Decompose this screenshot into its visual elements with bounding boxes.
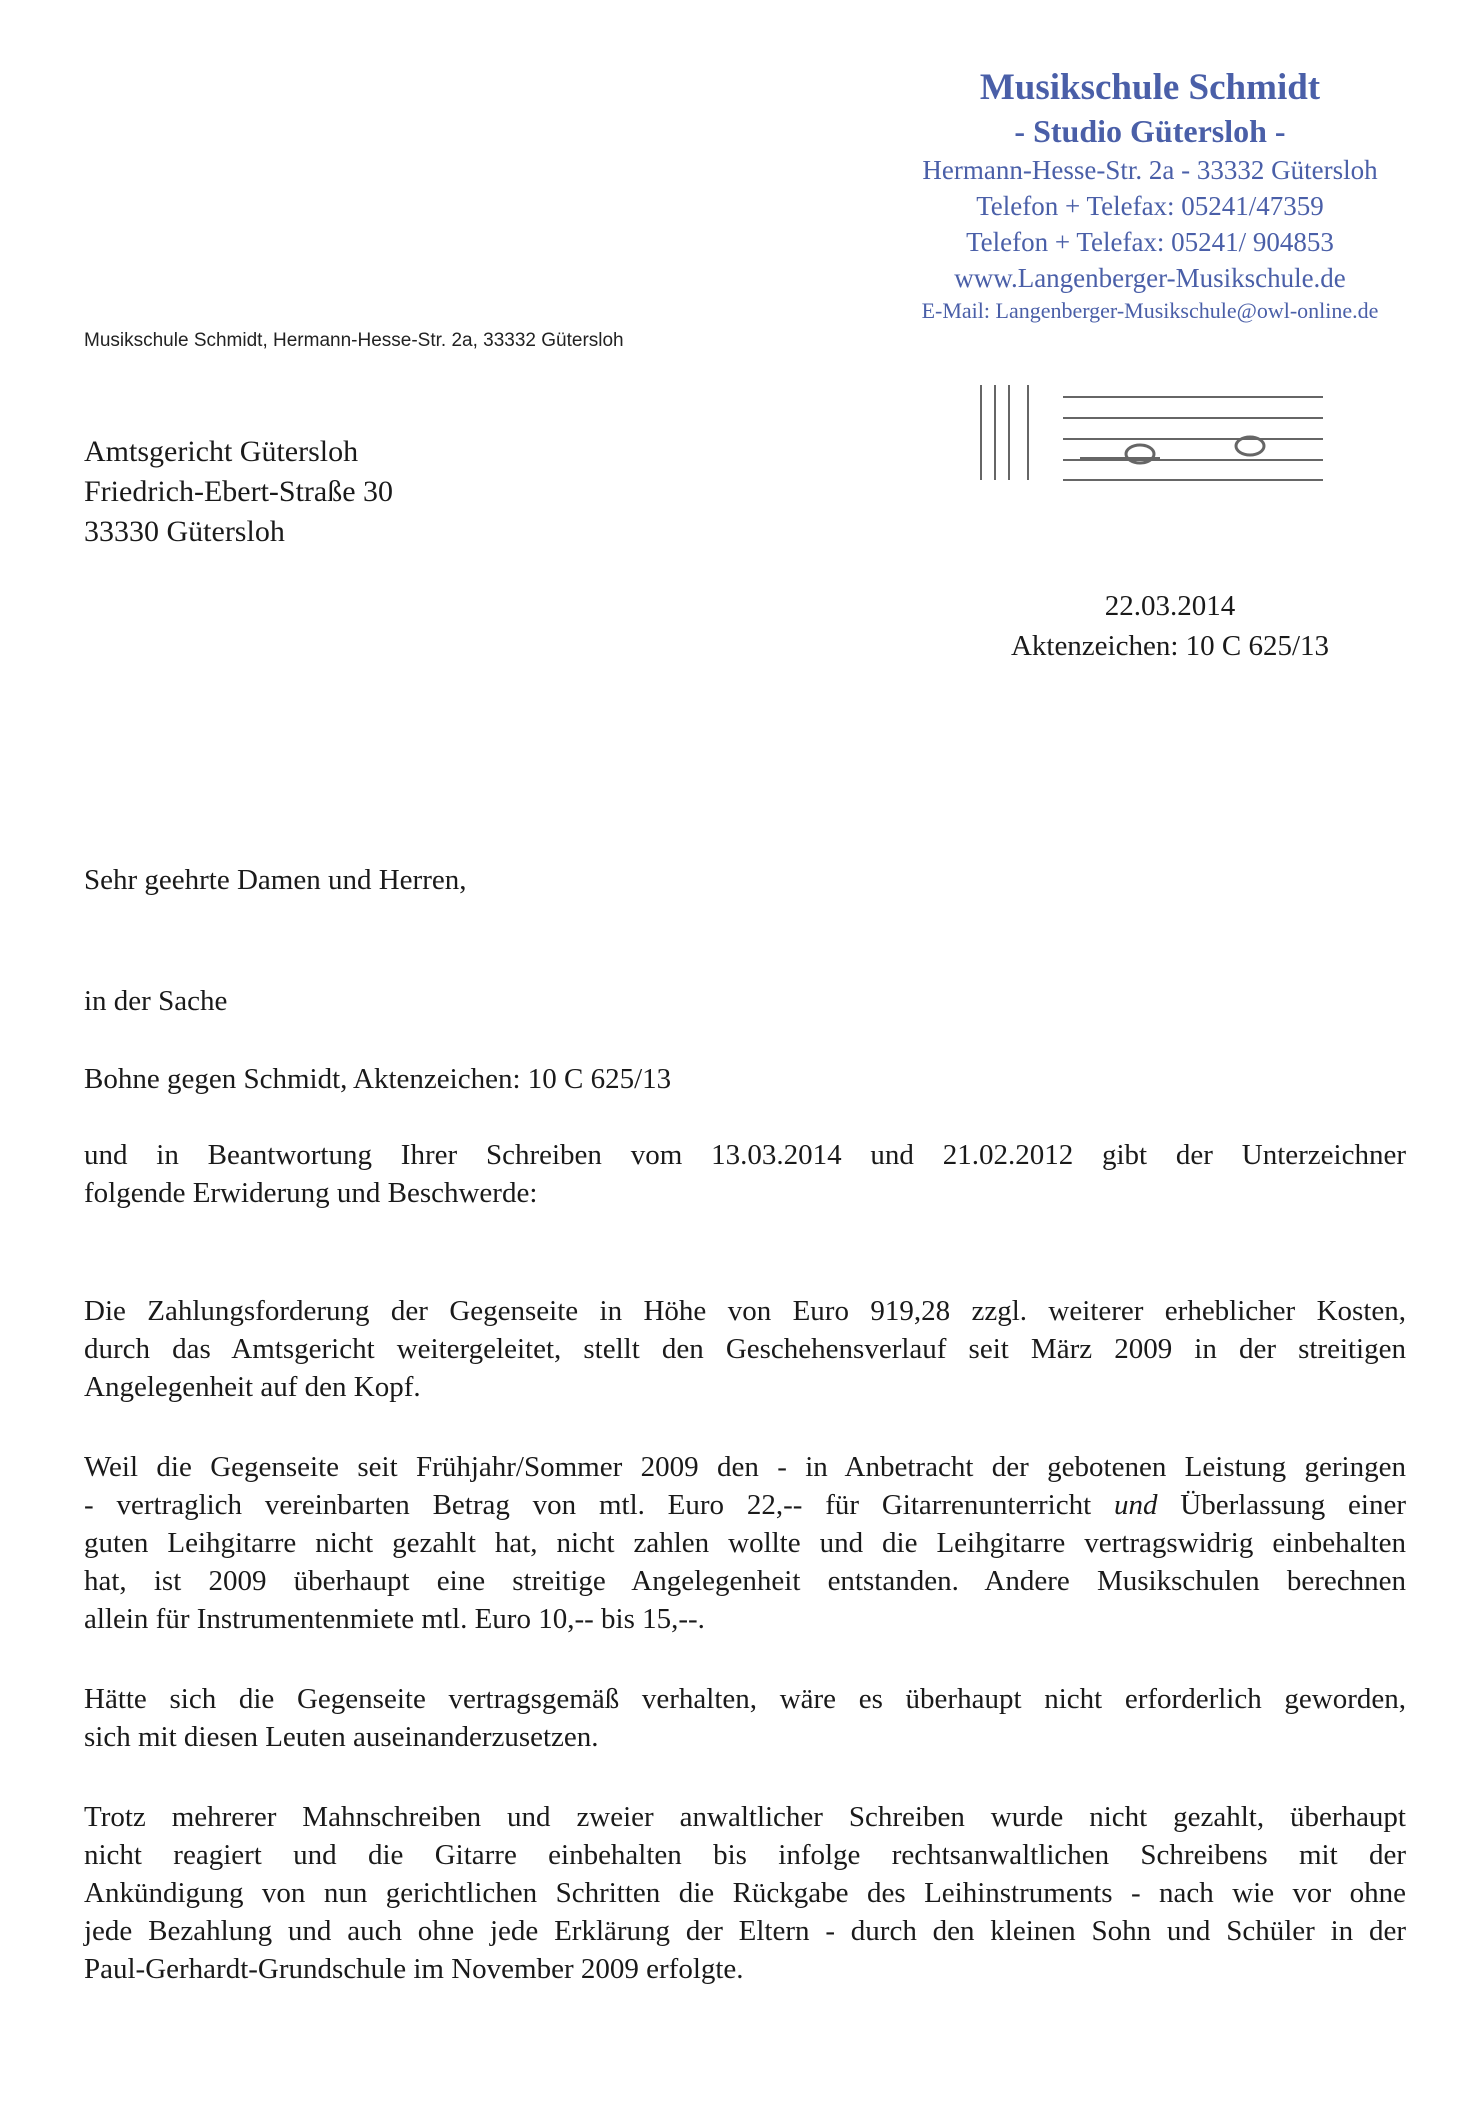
date-block (960, 586, 1380, 666)
paragraph-7-line-3: Ankündigung von nun gerichtlichen Schritten die Rückgabe des Leihinstruments - nach wie vor ohne (84, 1877, 1406, 1909)
paragraph-5 (84, 1448, 1406, 1638)
paragraph-5-line-1: Weil die Gegenseite seit Frühjahr/Sommer 2009 den - in Anbetracht der gebotenen Leistung geringen (84, 1451, 1406, 1483)
paragraph-4 (84, 1292, 1406, 1406)
case-reference: Aktenzeichen: 10 C 625/13 (1010, 630, 1330, 662)
paragraph-7 (84, 1798, 1406, 1988)
letterhead-studio: - Studio Gütersloh - (1014, 113, 1286, 149)
recipient-line-2: Friedrich-Ebert-Straße 30 (84, 475, 394, 508)
paragraph-7-line-1: Trotz mehrerer Mahnschreiben und zweier anwaltlicher Schreiben wurde nicht gezahlt, überhaupt (84, 1801, 1406, 1833)
paragraph-5-line-2-b: Überlassung einer (1157, 1489, 1406, 1521)
paragraph-7-line-2: nicht reagiert und die Gitarre einbehalten bis infolge rechtsanwaltlichen Schreibens mit der (84, 1839, 1406, 1871)
paragraph-4-line-2: durch das Amtsgericht weitergeleitet, stellt den Geschehensverlauf seit März 2009 in der streitigen (84, 1333, 1406, 1365)
paragraph-7-line-4: jede Bezahlung und auch ohne jede Erklärung der Eltern - durch den kleinen Sohn und Schüler in der (84, 1915, 1406, 1947)
letter-date: 22.03.2014 (1104, 590, 1236, 622)
letterhead-name: Musikschule Schmidt (979, 67, 1321, 108)
letterhead-website: www.Langenberger-Musikschule.de (954, 263, 1346, 293)
paragraph-7-line-5: Paul-Gerhardt-Grundschule im November 2009 erfolgte. (84, 1953, 744, 1985)
paragraph-6 (84, 1680, 1406, 1756)
paragraph-5-line-4: hat, ist 2009 überhaupt eine streitige Angelegenheit entstanden. Andere Musikschulen berechnen (84, 1565, 1406, 1597)
paragraph-5-line-5: allein für Instrumentenmiete mtl. Euro 10,-- bis 15,--. (84, 1603, 705, 1635)
recipient-line-3: 33330 Gütersloh (84, 515, 285, 548)
paragraph-3-line-1: und in Beantwortung Ihrer Schreiben vom 13.03.2014 und 21.02.2012 gibt der Unterzeichner (84, 1139, 1406, 1171)
letterhead-email: E-Mail: Langenberger-Musikschule@owl-online.de (921, 298, 1379, 323)
paragraph-4-line-1: Die Zahlungsforderung der Gegenseite in Höhe von Euro 919,28 zzgl. weiterer erheblicher Kosten, (84, 1295, 1406, 1327)
paragraph-2: Bohne gegen Schmidt, Aktenzeichen: 10 C 625/13 (84, 1063, 672, 1095)
paragraph-3 (84, 1136, 1406, 1212)
paragraph-5-line-3: guten Leihgitarre nicht gezahlt hat, nicht zahlen wollte und die Leihgitarre vertragswidrig einbehalten (84, 1527, 1406, 1559)
paragraph-1: in der Sache (84, 985, 228, 1017)
letterhead-address: Hermann-Hesse-Str. 2a - 33332 Gütersloh (922, 155, 1378, 185)
paragraph-3-line-2: folgende Erwiderung und Beschwerde: (84, 1177, 538, 1209)
paragraph-6-line-2: sich mit diesen Leuten auseinanderzusetzen. (84, 1721, 599, 1753)
salutation: Sehr geehrte Damen und Herren, (84, 864, 467, 896)
sender-line: Musikschule Schmidt, Hermann-Hesse-Str. 2a, 33332 Gütersloh (84, 330, 624, 351)
music-staff-logo (975, 380, 1325, 485)
letterhead-phone-2: Telefon + Telefax: 05241/ 904853 (966, 227, 1334, 257)
paragraph-4-line-3: Angelegenheit auf den Kopf. (84, 1371, 421, 1403)
recipient-line-1: Amtsgericht Gütersloh (84, 435, 359, 468)
paragraph-5-line-2-a: - vertraglich vereinbarten Betrag von mtl. Euro 22,-- für Gitarrenunterricht (84, 1489, 1114, 1521)
paragraph-5-emphasis: und (1113, 1489, 1158, 1521)
letterhead-phone-1: Telefon + Telefax: 05241/47359 (976, 191, 1324, 221)
recipient-address (84, 432, 393, 552)
paragraph-6-line-1: Hätte sich die Gegenseite vertragsgemäß verhalten, wäre es überhaupt nicht erforderlich geworden, (84, 1683, 1406, 1715)
letterhead (850, 66, 1450, 326)
paragraph-5-line-2 (84, 1486, 1406, 1524)
